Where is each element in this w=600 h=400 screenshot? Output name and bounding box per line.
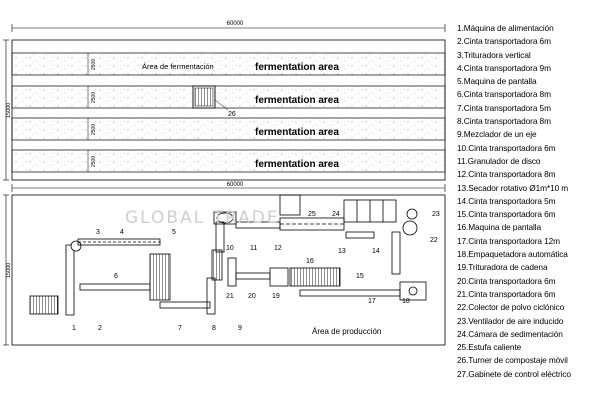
callout: 22 [430, 237, 438, 244]
fermentation-strip [12, 150, 445, 172]
callout: 16 [306, 258, 314, 265]
legend-item: 18.Empaquetadora automática [457, 249, 568, 260]
callout: 12 [274, 245, 282, 252]
legend-item: 2.Cinta transportadora 6m [457, 36, 551, 47]
legend-item: 12.Cinta transportadora 8m [457, 169, 556, 180]
hot-stove [280, 195, 300, 215]
fermentation-area-label: fermentation area [255, 127, 339, 138]
top-height-label: 15000 [6, 102, 12, 118]
fermentation-strip [12, 118, 445, 140]
callout: 4 [120, 229, 124, 236]
mid-width-label: 60000 [226, 182, 244, 188]
legend-item: 8.Cinta transportadora 8m [457, 116, 551, 127]
legend-item: 9.Mezclador de un eje [457, 129, 537, 140]
legend-item: 7.Cinta transportadora 5m [457, 102, 551, 113]
bottom-height-label: 15000 [6, 262, 12, 278]
top-width-label: 60000 [226, 21, 244, 27]
callout: 1 [72, 325, 76, 332]
legend-item: 20.Cinta transportadora 6m [457, 275, 556, 286]
legend-item: 19.Trituradora de cadena [457, 262, 548, 273]
callout: 15 [356, 273, 364, 280]
strip-width-label: 2500 [91, 123, 97, 135]
conveyor-15 [392, 232, 400, 274]
legend-item: 3.Trituradora vertical [457, 49, 531, 60]
callout: 7 [178, 325, 182, 332]
legend-item: 10.Cinta transportadora 6m [457, 142, 556, 153]
fermentation-strip [12, 86, 445, 108]
callout: 5 [172, 229, 176, 236]
conveyor-20 [236, 273, 270, 279]
vertical-crusher [71, 241, 81, 251]
screen-machine-16 [290, 268, 340, 286]
callout: 2 [98, 325, 102, 332]
callout: 14 [372, 248, 380, 255]
callout-labels [72, 211, 440, 332]
legend-item: 25.Estufa caliente [457, 342, 522, 353]
callout: 18 [402, 298, 410, 305]
legend-item: 21.Cinta transportadora 6m [457, 288, 556, 299]
equipment-legend [457, 22, 600, 381]
turner-callout: 26 [228, 111, 236, 118]
callout: 11 [250, 245, 258, 252]
fermentation-area-label: fermentation area [255, 62, 339, 73]
chain-crusher [270, 268, 288, 286]
conveyor-7 [160, 302, 210, 308]
fermentation-area-label: fermentation area [255, 95, 339, 106]
conveyor-17 [300, 290, 400, 296]
callout: 20 [248, 293, 256, 300]
callout: 8 [212, 325, 216, 332]
callout: 9 [238, 325, 242, 332]
fermentation-header-label: Área de fermentación [142, 62, 214, 71]
legend-item: 15.Cinta transportadora 6m [457, 209, 556, 220]
callout: 19 [272, 293, 280, 300]
conveyor-14 [346, 232, 374, 238]
strip-width-label: 2500 [91, 155, 97, 167]
legend-item: 22.Colector de polvo ciclónico [457, 302, 565, 313]
callout: 17 [368, 298, 376, 305]
screen-machine-5 [150, 254, 170, 300]
legend-item: 1.Máquina de alimentación [457, 23, 554, 33]
legend-item: 11.Granulador de disco [457, 155, 541, 166]
production-area-label: Área de producción [312, 327, 382, 336]
left-dimensions [3, 40, 9, 345]
legend-item: 5.Maquina de pantalla [457, 76, 537, 87]
legend-item: 4.Cinta transportadora 9m [457, 62, 551, 73]
legend-item: 14.Cinta transportadora 5m [457, 195, 556, 206]
strip-width-label: 2500 [91, 58, 97, 70]
callout: 21 [226, 293, 234, 300]
legend-item: 17.Cinta transportadora 12m [457, 235, 560, 246]
conveyor-6 [80, 284, 150, 290]
legend-item: 24.Cámara de sedimentación [457, 328, 563, 339]
strip-width-label: 2500 [91, 91, 97, 103]
callout: 13 [338, 248, 346, 255]
callout: 3 [96, 229, 100, 236]
fermentation-area-label: fermentation area [255, 159, 339, 170]
induced-draft-fan [407, 209, 417, 219]
fermentation-strip [12, 53, 445, 75]
watermark: GLOBAL TRADE [125, 208, 280, 228]
callout: 24 [332, 211, 340, 218]
callout: 6 [114, 273, 118, 280]
legend-item: 6.Cinta transportadora 8m [457, 89, 551, 100]
cyclone-dust-collector [403, 221, 417, 235]
legend-item: 16.Maquina de pantalla [457, 222, 542, 233]
callout: 10 [226, 245, 234, 252]
legend-item: 26.Turner de compostaje móvil [457, 355, 568, 366]
callout: 23 [432, 211, 440, 218]
single-shaft-mixer [212, 250, 222, 280]
legend-item: 13.Secador rotativo Ø1m*10 m [457, 182, 569, 193]
callout: 25 [308, 211, 316, 218]
feeding-machine [30, 296, 58, 314]
legend-item: 23.Ventilador de aire inducido [457, 315, 564, 326]
legend-item: 27.Gabinete de control eléctrico [457, 368, 571, 379]
conveyor-2 [66, 245, 74, 315]
conveyor-21 [228, 258, 236, 286]
conveyor-8 [207, 278, 215, 314]
